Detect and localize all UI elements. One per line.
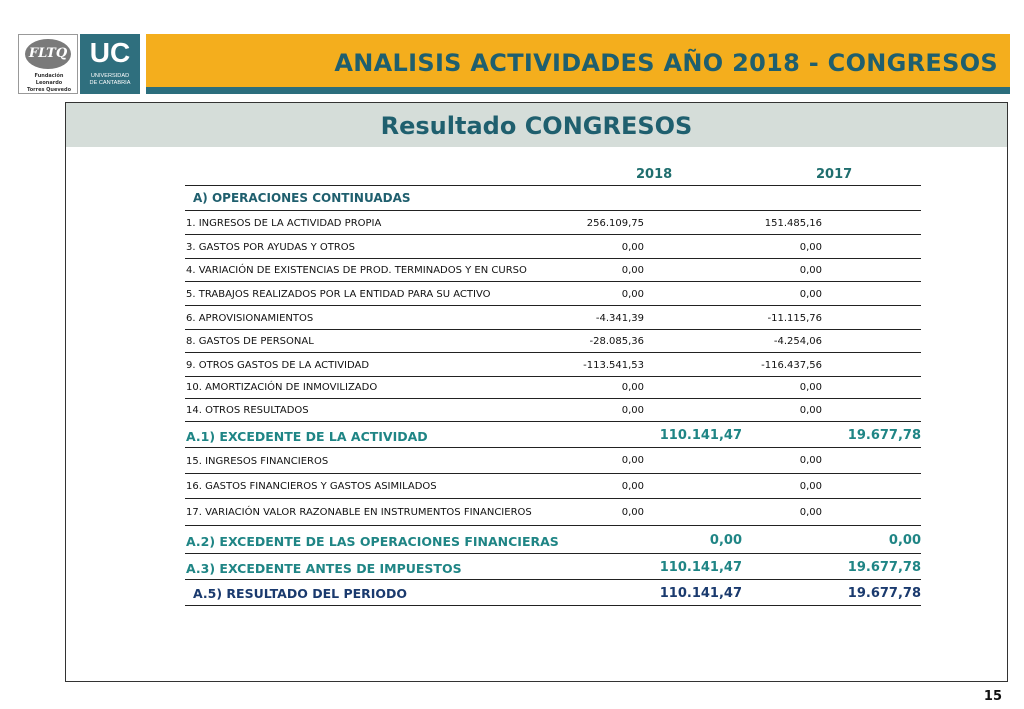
row-value-2017: 0,00 bbox=[799, 507, 822, 518]
row-value-2017: -4.254,06 bbox=[773, 336, 822, 347]
row-value-2018: -4.341,39 bbox=[595, 313, 644, 324]
subtotal-a3-label: A.3) EXCEDENTE ANTES DE IMPUESTOS bbox=[186, 561, 462, 576]
fltq-logo bbox=[18, 34, 78, 94]
table-rule bbox=[185, 352, 921, 353]
result-a5-value-2018: 110.141,47 bbox=[659, 586, 742, 601]
subtotal-a1-label: A.1) EXCEDENTE DE LA ACTIVIDAD bbox=[186, 429, 428, 444]
row-value-2017: 0,00 bbox=[799, 455, 822, 466]
table-rule bbox=[185, 498, 921, 499]
fltq-logo-mark: FLTQ bbox=[25, 39, 71, 69]
row-label: 5. TRABAJOS REALIZADOS POR LA ENTIDAD PARA SU ACTIVO bbox=[186, 289, 491, 300]
table-rule bbox=[185, 210, 921, 211]
table-rule bbox=[185, 553, 921, 554]
row-value-2018: 0,00 bbox=[621, 265, 644, 276]
row-label: 14. OTROS RESULTADOS bbox=[186, 405, 309, 416]
row-value-2017: 0,00 bbox=[799, 481, 822, 492]
uc-logo-line2: DE CANTABRIA bbox=[89, 80, 131, 86]
row-value-2018: 0,00 bbox=[621, 289, 644, 300]
row-value-2017: -116.437,56 bbox=[761, 360, 822, 371]
table-rule bbox=[185, 234, 921, 235]
row-value-2017: 151.485,16 bbox=[764, 218, 822, 229]
result-a5-value-2017: 19.677,78 bbox=[847, 586, 921, 601]
subtotal-a2-value-2018: 0,00 bbox=[709, 533, 742, 548]
row-label: 8. GASTOS DE PERSONAL bbox=[186, 336, 314, 347]
subtotal-a3-value-2018: 110.141,47 bbox=[659, 560, 742, 575]
uc-logo-text bbox=[80, 73, 140, 87]
row-value-2018: 0,00 bbox=[621, 382, 644, 393]
row-label: 9. OTROS GASTOS DE LA ACTIVIDAD bbox=[186, 360, 370, 371]
page-number: 15 bbox=[983, 689, 1002, 704]
table-rule bbox=[185, 421, 921, 422]
table-rule bbox=[185, 398, 921, 399]
table-rule bbox=[185, 579, 921, 580]
subtotal-a2-value-2017: 0,00 bbox=[888, 533, 921, 548]
row-value-2017: -11.115,76 bbox=[767, 313, 822, 324]
row-label: 1. INGRESOS DE LA ACTIVIDAD PROPIA bbox=[186, 218, 382, 229]
row-value-2017: 0,00 bbox=[799, 265, 822, 276]
row-value-2018: 0,00 bbox=[621, 481, 644, 492]
row-value-2017: 0,00 bbox=[799, 242, 822, 253]
row-value-2018: 0,00 bbox=[621, 405, 644, 416]
fltq-logo-text bbox=[21, 73, 77, 94]
section-title: Resultado CONGRESOS bbox=[380, 112, 693, 140]
subtotal-a2-label: A.2) EXCEDENTE DE LAS OPERACIONES FINANCIERAS bbox=[186, 534, 559, 549]
category-label: A) OPERACIONES CONTINUADAS bbox=[193, 191, 411, 205]
title-underline bbox=[146, 87, 1010, 94]
uc-logo bbox=[80, 34, 140, 94]
subtotal-a1-value-2017: 19.677,78 bbox=[847, 428, 921, 443]
fltq-logo-line1: Fundación Leonardo bbox=[34, 73, 64, 86]
row-value-2017: 0,00 bbox=[799, 382, 822, 393]
uc-logo-mark: UC bbox=[89, 37, 131, 68]
row-label: 4. VARIACIÓN DE EXISTENCIAS DE PROD. TERMINADOS Y EN CURSO bbox=[186, 265, 527, 276]
table-rule bbox=[185, 185, 921, 186]
subtotal-a3-value-2017: 19.677,78 bbox=[847, 560, 921, 575]
subtotal-a1-value-2018: 110.141,47 bbox=[659, 428, 742, 443]
table-rule bbox=[185, 473, 921, 474]
table-rule bbox=[185, 305, 921, 306]
row-value-2018: 0,00 bbox=[621, 242, 644, 253]
row-value-2018: 0,00 bbox=[621, 455, 644, 466]
row-label: 10. AMORTIZACIÓN DE INMOVILIZADO bbox=[186, 382, 378, 393]
page-title: ANALISIS ACTIVIDADES AÑO 2018 - CONGRESOS bbox=[334, 49, 998, 77]
row-label: 16. GASTOS FINANCIEROS Y GASTOS ASIMILADOS bbox=[186, 481, 437, 492]
table-rule bbox=[185, 281, 921, 282]
table-rule bbox=[185, 258, 921, 259]
table-rule bbox=[185, 605, 921, 606]
row-value-2017: 0,00 bbox=[799, 405, 822, 416]
year-header-2017: 2017 bbox=[816, 167, 853, 182]
table-rule bbox=[185, 447, 921, 448]
fltq-logo-line2: Torres Quevedo bbox=[26, 87, 72, 93]
row-value-2018: -113.541,53 bbox=[583, 360, 644, 371]
row-label: 3. GASTOS POR AYUDAS Y OTROS bbox=[186, 242, 356, 253]
row-value-2018: -28.085,36 bbox=[589, 336, 644, 347]
table-rule bbox=[185, 376, 921, 377]
row-value-2018: 256.109,75 bbox=[586, 218, 644, 229]
table-rule bbox=[185, 525, 921, 526]
table-rule bbox=[185, 329, 921, 330]
uc-logo-line1: UNIVERSIDAD bbox=[90, 73, 130, 79]
row-label: 15. INGRESOS FINANCIEROS bbox=[186, 456, 329, 467]
row-label: 17. VARIACIÓN VALOR RAZONABLE EN INSTRUMENTOS FINANCIEROS bbox=[186, 507, 532, 518]
row-value-2017: 0,00 bbox=[799, 289, 822, 300]
row-label: 6. APROVISIONAMIENTOS bbox=[186, 313, 314, 324]
result-a5-label: A.5) RESULTADO DEL PERIODO bbox=[193, 586, 408, 601]
section-header bbox=[66, 103, 1007, 147]
row-value-2018: 0,00 bbox=[621, 507, 644, 518]
year-header-2018: 2018 bbox=[636, 167, 673, 182]
